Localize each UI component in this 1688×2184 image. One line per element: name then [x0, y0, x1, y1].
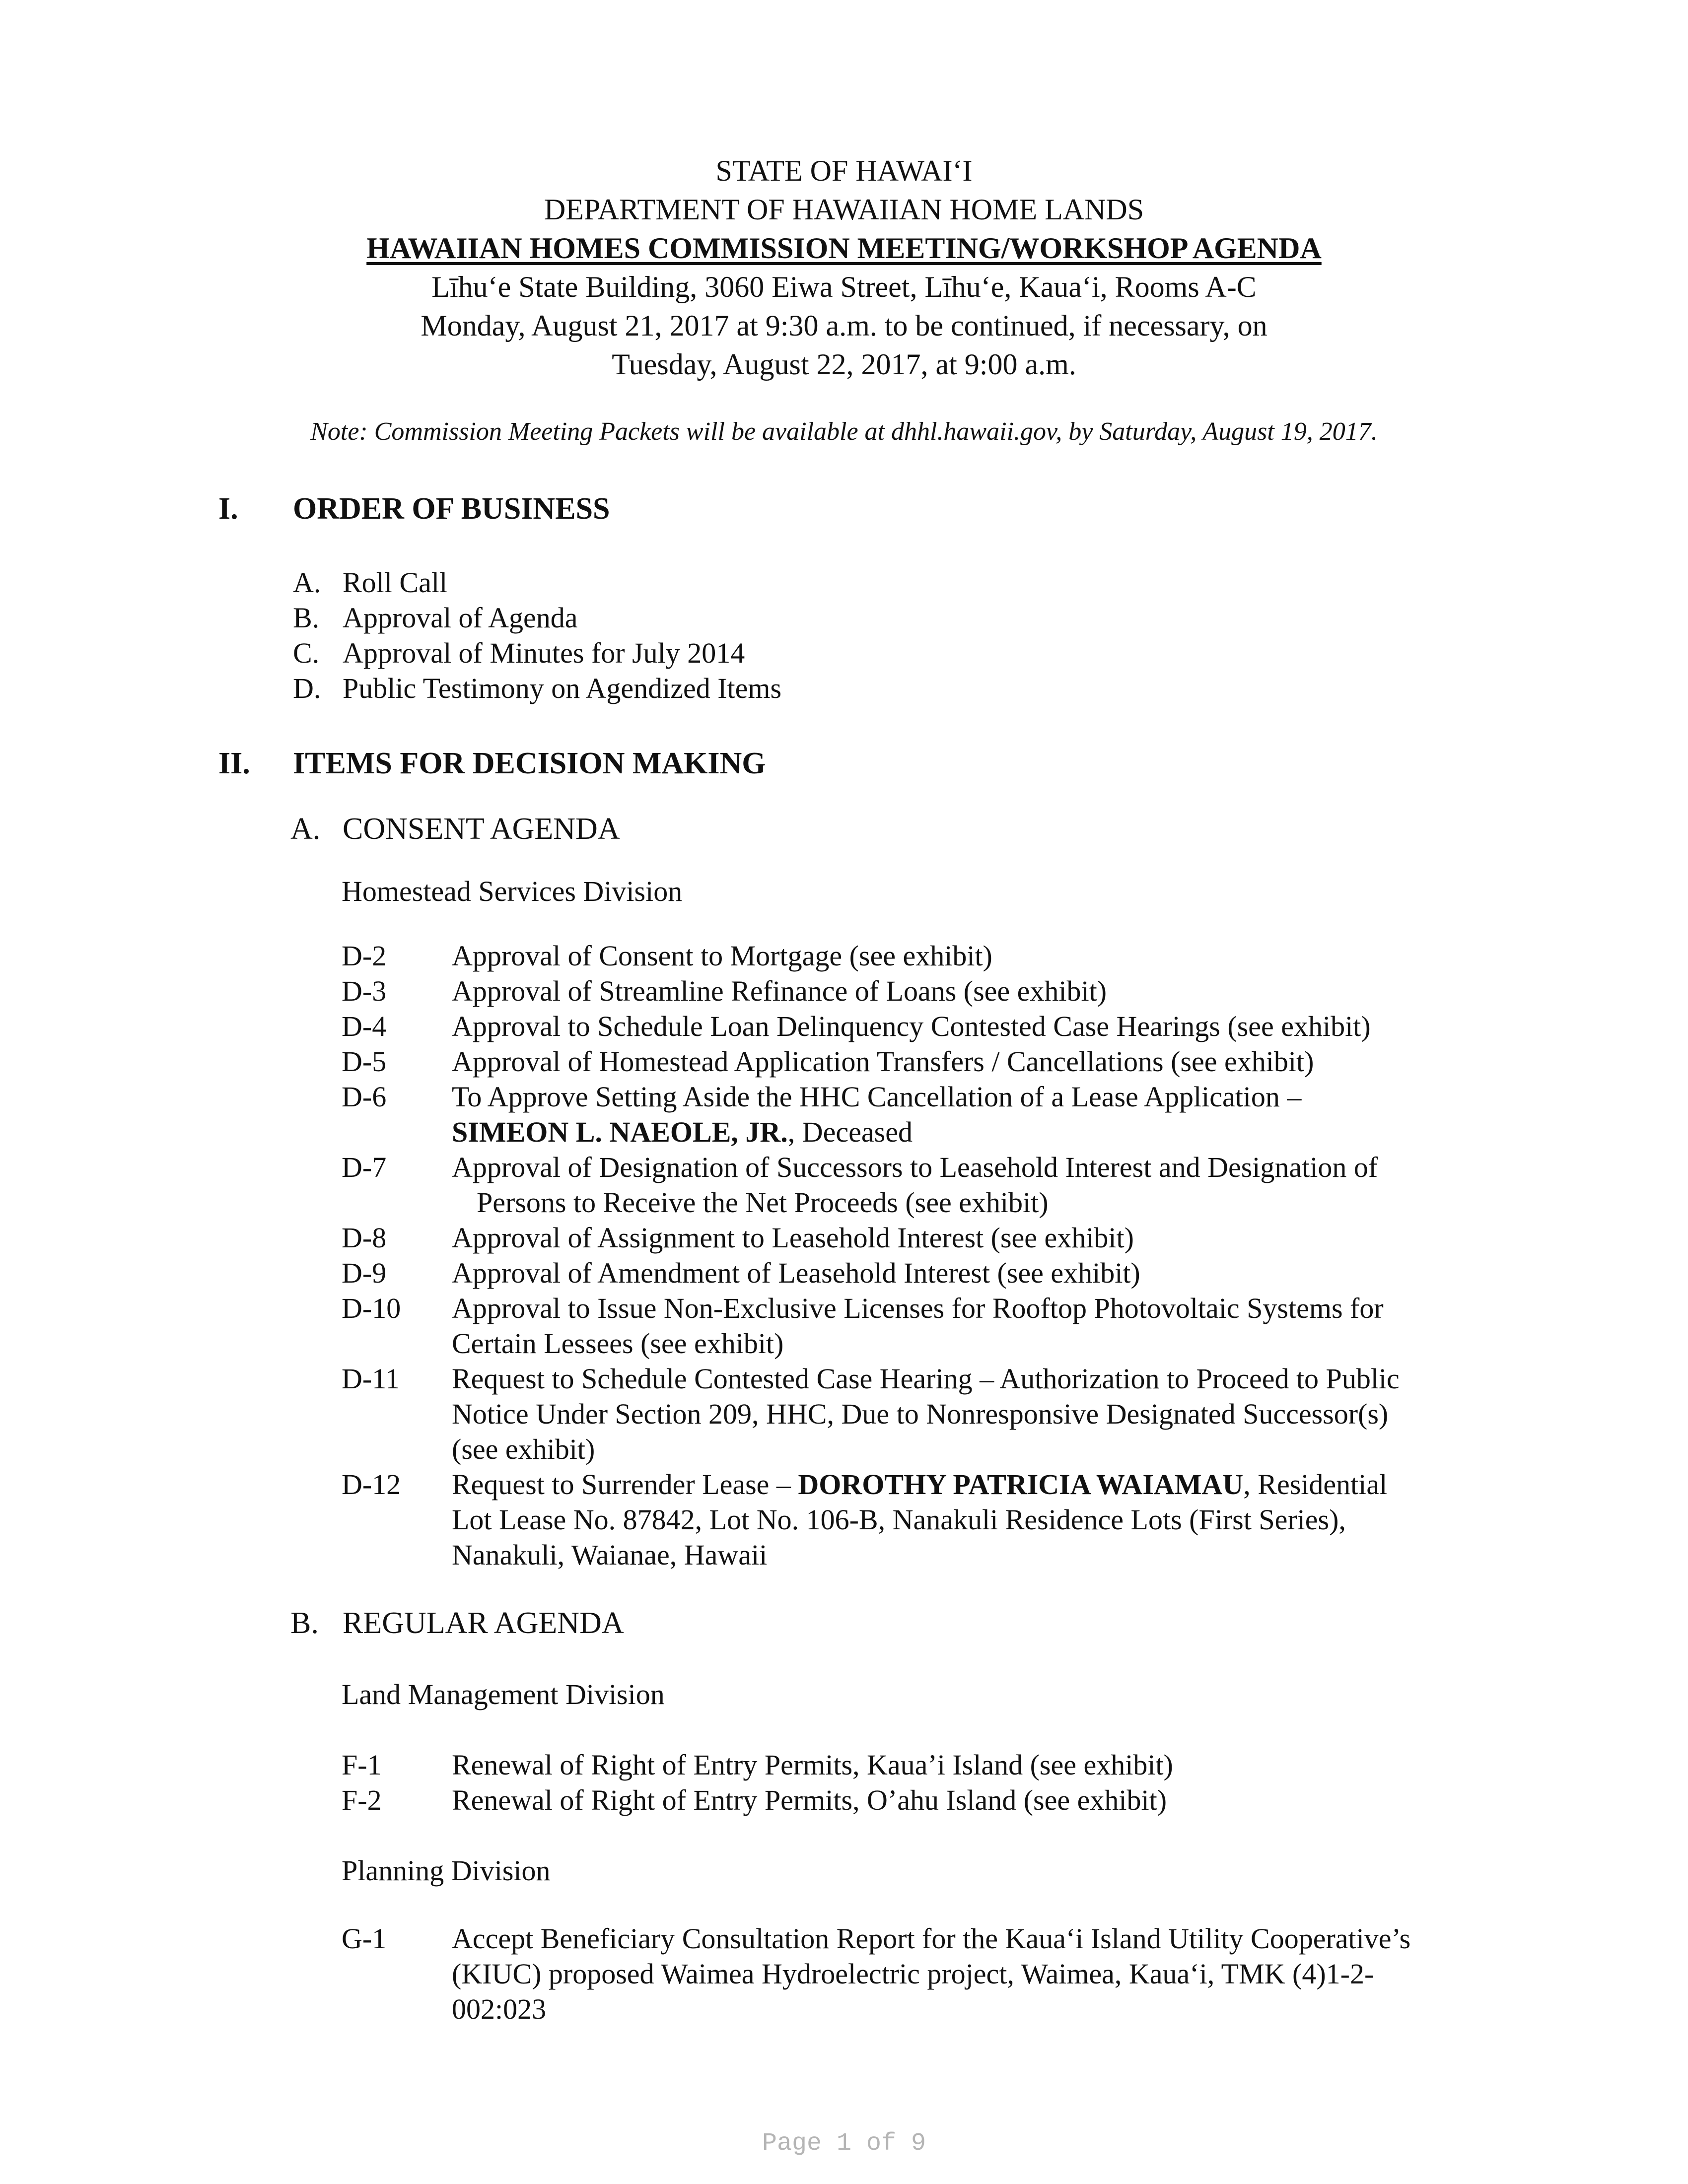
planning-division-label: Planning Division [342, 1854, 551, 1887]
meeting-date-line1: Monday, August 21, 2017 at 9:30 a.m. to be continued, if necessary, on [421, 309, 1267, 342]
item-text: Request to Surrender Lease – [452, 1468, 798, 1501]
agenda-item-d9 [342, 1255, 1483, 1291]
agenda-item-d4 [342, 1009, 1483, 1044]
header-state: STATE OF HAWAIʻI [715, 154, 973, 187]
agenda-item-d7 [342, 1150, 1483, 1220]
agenda-item-d5 [342, 1044, 1483, 1079]
item-text-continued: Lot Lease No. 87842, Lot No. 106-B, Nanakuli Residence Lots (First Series), [452, 1503, 1346, 1536]
agenda-item-d12 [342, 1467, 1483, 1572]
agenda-item-d8 [342, 1220, 1483, 1255]
order-item [293, 636, 745, 670]
item-code: D-10 [342, 1292, 401, 1324]
item-text: Approval of Amendment of Leasehold Interest (see exhibit) [452, 1257, 1140, 1289]
regular-agenda-letter: B. [290, 1606, 319, 1640]
item-text: Approval of Homestead Application Transfers / Cancellations (see exhibit) [452, 1045, 1314, 1078]
item-text-rest: , Deceased [787, 1116, 913, 1148]
item-code: D-5 [342, 1045, 387, 1078]
section2-number: II. [218, 747, 250, 780]
item-text: Request to Schedule Contested Case Hearing – Authorization to Proceed to Public [452, 1363, 1400, 1395]
meeting-location: Līhuʻe State Building, 3060 Eiwa Street, Līhuʻe, Kauaʻi, Rooms A-C [431, 271, 1257, 303]
agenda-title: HAWAIIAN HOMES COMMISSION MEETING/WORKSHOP AGENDA [366, 232, 1322, 265]
order-item-text: Public Testimony on Agendized Items [343, 672, 782, 704]
consent-agenda-letter: A. [290, 812, 321, 846]
packet-note: Note: Commission Meeting Packets will be available at dhhl.hawaii.gov, by Saturday, August 19, 2017. [310, 417, 1378, 446]
agenda-item-d3 [342, 973, 1483, 1009]
item-code: F-1 [342, 1749, 382, 1781]
item-text-continued: (see exhibit) [452, 1433, 595, 1465]
lessee-name: SIMEON L. NAEOLE, JR. [452, 1116, 788, 1148]
item-code: D-9 [342, 1257, 387, 1289]
item-text-continued: Certain Lessees (see exhibit) [452, 1327, 784, 1360]
item-code: D-4 [342, 1010, 387, 1042]
order-item-text: Approval of Minutes for July 2014 [343, 637, 745, 669]
land-division-label: Land Management Division [342, 1678, 665, 1710]
agenda-item-g1 [342, 1921, 1483, 2027]
order-item-letter: B. [293, 602, 320, 634]
order-item-letter: C. [293, 637, 320, 669]
item-text-continued: Persons to Receive the Net Proceeds (see exhibit) [477, 1186, 1049, 1219]
agenda-item-f2 [342, 1782, 1483, 1818]
header-department: DEPARTMENT OF HAWAIIAN HOME LANDS [544, 193, 1144, 226]
order-item-letter: D. [293, 672, 321, 704]
consent-agenda-title: CONSENT AGENDA [343, 812, 620, 846]
agenda-item-f1 [342, 1747, 1483, 1782]
order-item [293, 601, 578, 634]
page-number: Page 1 of 9 [762, 2129, 926, 2158]
item-text-continued: Notice Under Section 209, HHC, Due to Nonresponsive Designated Successor(s) [452, 1398, 1389, 1430]
item-code: D-6 [342, 1081, 387, 1113]
item-text-rest: , Residential [1243, 1468, 1388, 1501]
consent-agenda-heading [290, 812, 620, 847]
item-text-continued: (KIUC) proposed Waimea Hydroelectric project, Waimea, Kauaʻi, TMK (4)1-2- [452, 1958, 1374, 1990]
meeting-date-line2: Tuesday, August 22, 2017, at 9:00 a.m. [612, 348, 1076, 381]
item-text: To Approve Setting Aside the HHC Cancellation of a Lease Application – [452, 1081, 1302, 1113]
order-item-letter: A. [293, 566, 321, 599]
item-text: Approval to Schedule Loan Delinquency Contested Case Hearings (see exhibit) [452, 1010, 1371, 1042]
item-text: Renewal of Right of Entry Permits, O’ahu Island (see exhibit) [452, 1784, 1167, 1816]
item-text: Approval of Designation of Successors to Leasehold Interest and Designation of [452, 1151, 1378, 1183]
item-code: F-2 [342, 1784, 382, 1816]
item-code: D-12 [342, 1468, 401, 1501]
section2-title: ITEMS FOR DECISION MAKING [293, 747, 766, 780]
item-text: Approval of Streamline Refinance of Loans (see exhibit) [452, 975, 1107, 1007]
item-code: G-1 [342, 1922, 387, 1955]
item-text-continued: Nanakuli, Waianae, Hawaii [452, 1539, 768, 1571]
order-item [293, 566, 447, 599]
item-text: Approval to Issue Non-Exclusive Licenses for Rooftop Photovoltaic Systems for [452, 1292, 1384, 1324]
agenda-item-d6 [342, 1079, 1483, 1150]
order-item [293, 672, 781, 705]
homestead-division-label: Homestead Services Division [342, 875, 683, 907]
item-code: D-3 [342, 975, 387, 1007]
item-text-continued: 002:023 [452, 1993, 547, 2025]
item-code: D-7 [342, 1151, 387, 1183]
agenda-item-d11 [342, 1361, 1483, 1467]
item-text: Renewal of Right of Entry Permits, Kaua’i Island (see exhibit) [452, 1749, 1173, 1781]
item-code: D-8 [342, 1222, 387, 1254]
regular-agenda-heading [290, 1606, 624, 1641]
agenda-item-d2 [342, 938, 1483, 973]
agenda-item-d10 [342, 1291, 1483, 1361]
item-text: Accept Beneficiary Consultation Report for the Kauaʻi Island Utility Cooperative’s [452, 1922, 1411, 1955]
section1-number: I. [218, 492, 238, 526]
lessee-name: DOROTHY PATRICIA WAIAMAU [798, 1468, 1244, 1501]
item-code: D-11 [342, 1363, 400, 1395]
section1-title: ORDER OF BUSINESS [293, 492, 610, 526]
regular-agenda-title: REGULAR AGENDA [343, 1606, 624, 1640]
item-text: Approval of Consent to Mortgage (see exhibit) [452, 940, 992, 972]
order-item-text: Roll Call [343, 566, 448, 599]
order-item-text: Approval of Agenda [343, 602, 578, 634]
item-text: Approval of Assignment to Leasehold Interest (see exhibit) [452, 1222, 1134, 1254]
item-code: D-2 [342, 940, 387, 972]
